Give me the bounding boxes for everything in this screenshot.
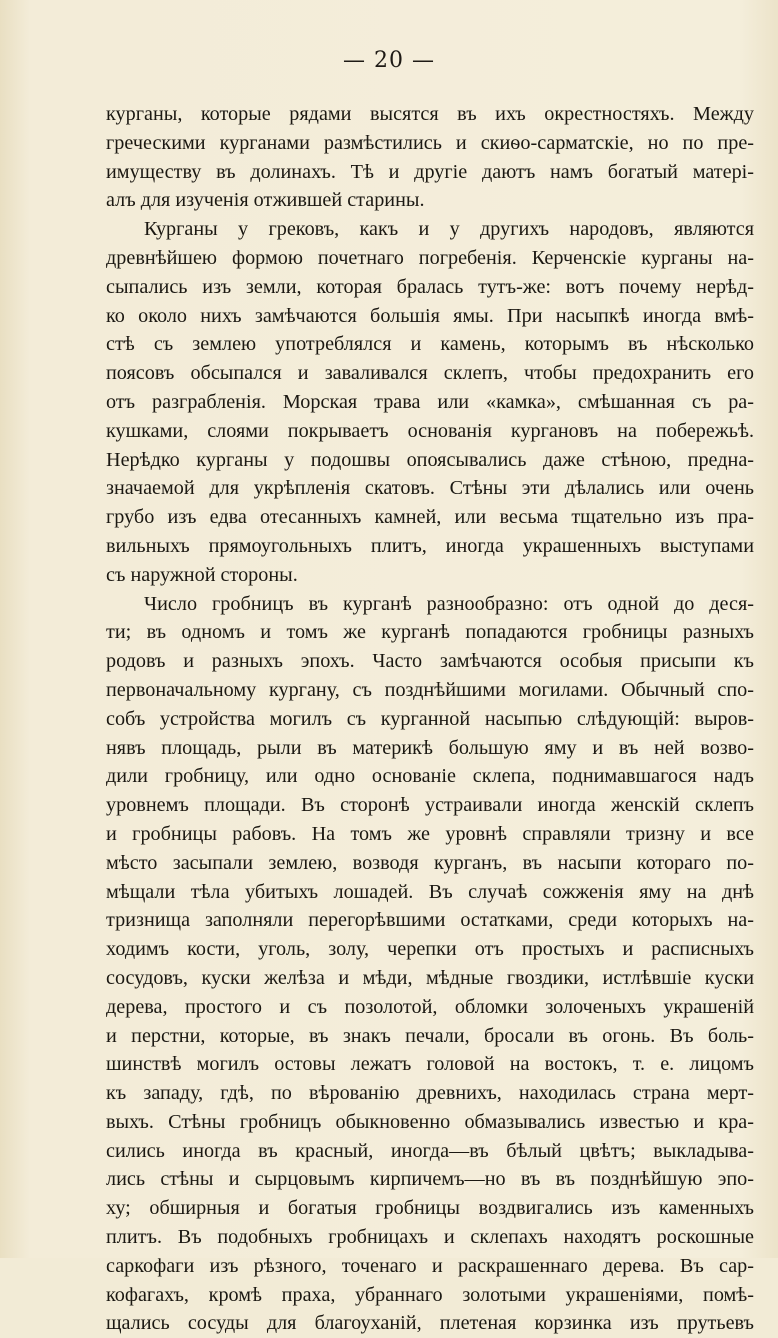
text-line: сыпались изъ земли, которая бралась тутъ-же: вотъ почему нерѣд- (106, 275, 754, 298)
text-line: уровнемъ площади. Въ сторонѣ устраивали иногда женскій склепъ (106, 794, 754, 817)
text-line: и гробницы рабовъ. На томъ же уровнѣ справляли тризну и все (106, 822, 754, 845)
text-line: курганы, которые рядами высятся въ ихъ окрестностяхъ. Между (106, 103, 754, 125)
text-line: мѣщали тѣла убитыхъ лошадей. Въ случаѣ сожженія яму на днѣ (106, 880, 754, 903)
text-line: сосудовъ, куски желѣза и мѣди, мѣдные гвоздики, истлѣвшіе куски (106, 966, 754, 989)
text-line: первоначальному кургану, съ позднѣйшими могилами. Обычный спо- (106, 678, 754, 701)
body-text (106, 100, 754, 1338)
text-line: саркофаги изъ рѣзного, точенаго и раскрашеннаго дерева. Въ сар- (106, 1254, 754, 1277)
text-line: шинствѣ могилъ остовы лежатъ головой на востокъ, т. е. лицомъ (106, 1053, 754, 1076)
text-line: съ наружной стороны. (106, 563, 298, 586)
text-line: Число гробницъ въ курганѣ разнообразно: отъ одной до деся- (144, 592, 754, 615)
text-line: плитъ. Въ подобныхъ гробницахъ и склепахъ находятъ роскошные (106, 1226, 754, 1249)
text-line: ходимъ кости, уголь, золу, черепки отъ простыхъ и расписныхъ (106, 938, 754, 961)
text-line: имуществу въ долинахъ. Тѣ и другіе даютъ намъ богатый матері- (106, 160, 754, 183)
text-line: грубо изъ едва отесанныхъ камней, или весьма тщательно изъ пра- (106, 506, 754, 529)
text-line: собъ устройства могилъ съ курганной насыпью слѣдующій: выров- (106, 707, 754, 730)
text-line: древнѣйшею формою почетнаго погребенія. Керченскіе курганы на- (106, 246, 754, 269)
text-line: нявъ площадь, рыли въ материкѣ большую яму и въ ней возво- (106, 736, 754, 759)
text-line: лись стѣны и сырцовымъ кирпичемъ—но въ въ позднѣйшую эпо- (106, 1168, 754, 1191)
text-line: Нерѣдко курганы у подошвы опоясывались даже стѣною, предна- (106, 448, 754, 471)
text-line: дили гробницу, или одно основаніе склепа, поднимавшагося надъ (106, 765, 754, 788)
text-line: Курганы у грековъ, какъ и у другихъ народовъ, являются (144, 218, 754, 241)
text-line: дерева, простого и съ позолотой, обломки золоченыхъ украшеній (106, 995, 754, 1018)
text-line: стѣ съ землею употреблялся и камень, которымъ въ нѣсколько (106, 333, 754, 356)
text-line: вильныхъ прямоугольныхъ плитъ, иногда украшенныхъ выступами (106, 534, 754, 557)
text-line: ко около нихъ замѣчаются большія ямы. При насыпкѣ иногда вмѣ- (106, 304, 754, 327)
text-line: выхъ. Стѣны гробницъ обыкновенно обмазывались известью и кра- (106, 1110, 754, 1133)
text-line: ху; обширныя и богатыя гробницы воздвигались изъ каменныхъ (106, 1197, 754, 1220)
text-line: поясовъ обсыпался и заваливался склепъ, чтобы предохранить его (106, 362, 754, 385)
text-line: кофагахъ, кромѣ праха, убраннаго золотыми украшеніями, помѣ- (106, 1283, 754, 1306)
text-line: щались сосуды для благоуханій, плетеная корзинка изъ прутьевъ (106, 1312, 754, 1335)
text-line: кушками, слоями покрываетъ основанія кургановъ на побережьѣ. (106, 419, 754, 442)
text-line: къ западу, гдѣ, по вѣрованію древнихъ, находилась страна мерт- (106, 1082, 754, 1105)
text-line: ти; въ одномъ и томъ же курганѣ попадаются гробницы разныхъ (106, 621, 754, 644)
text-line: отъ разграбленія. Морская трава или «камка», смѣшанная съ ра- (106, 390, 754, 413)
text-line: алъ для изученія отжившей старины. (106, 189, 425, 212)
text-line: мѣсто засыпали землею, возводя курганъ, въ насыпи котораго по- (106, 851, 754, 874)
text-line: греческими курганами размѣстились и скиѳо-сарматскіе, но по пре- (106, 131, 754, 154)
text-line: и перстни, которые, въ знакъ печали, бросали въ огонь. Въ боль- (106, 1024, 754, 1047)
text-line: сились иногда въ красный, иногда—въ бѣлый цвѣтъ; выкладыва- (106, 1139, 754, 1162)
text-line: тризнища заполняли перегорѣвшими остатками, среди которыхъ на- (106, 909, 754, 932)
text-line: родовъ и разныхъ эпохъ. Часто замѣчаются особыя присыпи къ (106, 650, 754, 673)
text-line: значаемой для укрѣпленія скатовъ. Стѣны эти дѣлались или очень (106, 477, 754, 500)
page-number: — 20 — (343, 48, 435, 73)
